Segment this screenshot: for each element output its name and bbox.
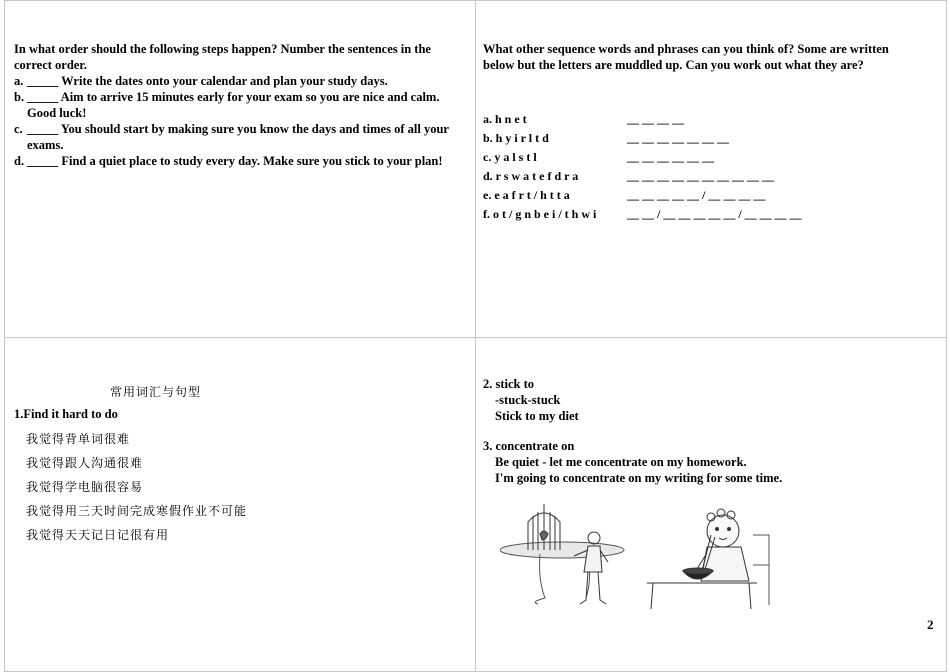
ordering-item-label: d. <box>14 154 25 168</box>
chinese-sentence: 我觉得天天记日记很有用 <box>26 528 170 542</box>
ordering-item-label: a. <box>14 74 24 88</box>
ordering-item-label: b. <box>14 90 25 104</box>
vocab-subtitle: 1.Find it hard to do <box>14 407 118 421</box>
ordering-item-c <box>14 121 464 153</box>
example-sentence: I'm going to concentrate on my writing for some time. <box>495 471 783 485</box>
scrambled-word: f. o t / g n b e i / t h w i <box>483 207 597 221</box>
phrase-heading-concentrate: 3. concentrate on <box>483 439 575 453</box>
ordering-exercise <box>14 41 464 169</box>
sequence-question: What other sequence words and phrases can you think of? Some are written below but the letters are muddled up. Can you work out what they are? <box>483 42 889 72</box>
vocab-title: 常用词汇与句型 <box>110 385 202 399</box>
ordering-item-text: _____ Find a quiet place to study every day. Make sure you stick to your plan! <box>27 154 443 168</box>
phrases-block <box>483 376 923 486</box>
verb-forms: -stuck-stuck <box>495 393 561 407</box>
answer-blanks: __ __ __ __ __ __ <box>627 150 714 164</box>
answer-blanks: __ __ __ __ <box>627 112 684 126</box>
scrambled-word: d. r s w a t e f d r a <box>483 169 579 183</box>
ordering-question: In what order should the following steps happen? Number the sentences in the correct order. <box>14 42 431 72</box>
answer-blanks: __ __ __ __ __ __ __ __ __ __ <box>627 169 774 183</box>
ordering-item-label: c. <box>14 122 23 136</box>
chinese-sentence: 我觉得跟人沟通很难 <box>26 456 144 470</box>
example-sentence: Be quiet - let me concentrate on my homework. <box>495 455 747 469</box>
ordering-item-text: _____ Aim to arrive 15 minutes early for your exam so you are nice and calm. Good luck! <box>27 90 440 120</box>
ordering-item-d <box>14 153 464 169</box>
scrambled-word: a. h n e t <box>483 112 527 126</box>
scrambled-word: b. h y i r l t d <box>483 131 549 145</box>
chinese-sentence: 我觉得用三天时间完成寒假作业不可能 <box>26 504 248 518</box>
ordering-item-b <box>14 89 464 121</box>
scrambled-word: c. y a l s t l <box>483 150 537 164</box>
scrambled-word: e. e a f r t / h t t a <box>483 188 570 202</box>
ordering-item-a <box>14 73 464 89</box>
chinese-sentence: 我觉得背单词很难 <box>26 432 131 446</box>
example-sentence: Stick to my diet <box>495 409 579 423</box>
answer-blanks: __ __ / __ __ __ __ __ / __ __ __ __ <box>627 207 802 221</box>
ordering-item-text: _____ Write the dates onto your calendar and plan your study days. <box>27 74 388 88</box>
answer-blanks: __ __ __ __ __ / __ __ __ __ <box>627 188 766 202</box>
chinese-sentence: 我觉得学电脑很容易 <box>26 480 144 494</box>
answer-blanks: __ __ __ __ __ __ __ <box>627 131 729 145</box>
boy-eating-illustration <box>645 505 775 611</box>
page-number: 2 <box>927 617 934 632</box>
ordering-item-text: _____ You should start by making sure you know the days and times of all your exams. <box>27 122 449 152</box>
boy-with-birdcage-illustration <box>500 500 635 612</box>
phrase-heading-stick: 2. stick to <box>483 377 535 391</box>
